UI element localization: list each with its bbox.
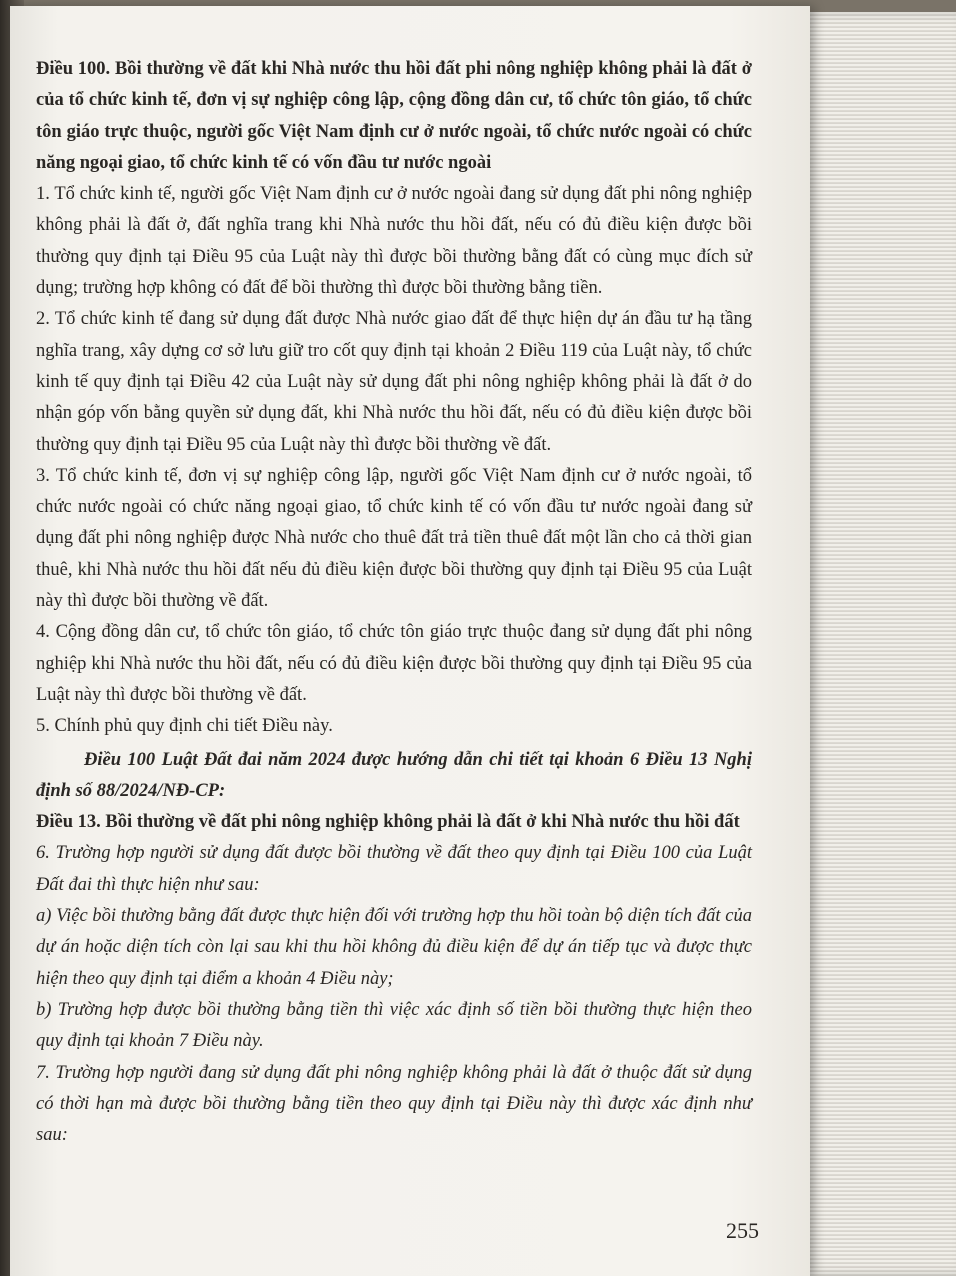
clause-3: 3. Tổ chức kinh tế, đơn vị sự nghiệp công lập, người gốc Việt Nam định cư ở nước ngoài, tổ chức nước ngoài có chức năng ngoại giao, tổ chức kinh tế có vốn đầu tư nước ngoài đang sử dụng đất phi nông nghiệp được Nhà nước cho thuê đất trả tiền thuê đất một lần cho cả thời gian thuê, khi Nhà nước thu hồi đất nếu đủ điều kiện được bồi thường quy định tại Điều 95 của Luật này thì được bồi thường về đất.	[36, 465, 752, 612]
book-page	[10, 6, 810, 1276]
page-text	[36, 54, 752, 1151]
decree-article-title: Điều 13. Bồi thường về đất phi nông nghiệp không phải là đất ở khi Nhà nước thu hồi đất	[36, 812, 740, 833]
decree-point-b: b) Trường hợp được bồi thường bằng tiền thì việc xác định số tiền bồi thường thực hiện theo quy định tại khoản 7 Điều này.	[36, 999, 752, 1052]
decree-point-a: a) Việc bồi thường bằng đất được thực hiện đối với trường hợp thu hồi toàn bộ diện tích đất của dự án hoặc diện tích còn lại sau khi thu hồi không đủ điều kiện để dự án tiếp tục và được thực hiện theo quy định tại điểm a khoản 4 Điều này;	[36, 906, 752, 989]
clause-2: 2. Tổ chức kinh tế đang sử dụng đất được Nhà nước giao đất để thực hiện dự án đầu tư hạ tầng nghĩa trang, xây dựng cơ sở lưu giữ tro cốt quy định tại khoản 2 Điều 119 của Luật này, tổ chức kinh tế quy định tại Điều 42 của Luật này sử dụng đất phi nông nghiệp không phải là đất ở do nhận góp vốn bằng quyền sử dụng đất, khi Nhà nước thu hồi đất, nếu có đủ điều kiện được bồi thường quy định tại Điều 95 của Luật này thì được bồi thường về đất.	[36, 309, 752, 455]
clause-1: 1. Tổ chức kinh tế, người gốc Việt Nam định cư ở nước ngoài đang sử dụng đất phi nông nghiệp không phải là đất ở, đất nghĩa trang khi Nhà nước thu hồi đất, nếu có đủ điều kiện được bồi thường quy định tại Điều 95 của Luật này thì được bồi thường bằng đất có cùng mục đích sử dụng; trường hợp không có đất để bồi thường thì được bồi thường bằng tiền.	[36, 184, 752, 299]
clause-5: 5. Chính phủ quy định chi tiết Điều này.	[36, 716, 333, 737]
article-title: Điều 100. Bồi thường về đất khi Nhà nước thu hồi đất phi nông nghiệp không phải là đất ở của tổ chức kinh tế, đơn vị sự nghiệp công lập, cộng đồng dân cư, tổ chức tôn giáo, tổ chức tôn giáo trực thuộc, người gốc Việt Nam định cư ở nước ngoài, tổ chức nước ngoài có chức năng ngoại giao, tổ chức kinh tế có vốn đầu tư nước ngoài	[36, 59, 752, 173]
guidance-note: Điều 100 Luật Đất đai năm 2024 được hướng dẫn chi tiết tại khoản 6 Điều 13 Nghị định số 88/2024/NĐ-CP:	[36, 749, 752, 801]
clause-4: 4. Cộng đồng dân cư, tổ chức tôn giáo, tổ chức tôn giáo trực thuộc đang sử dụng đất phi nông nghiệp khi Nhà nước thu hồi đất, nếu có đủ điều kiện được bồi thường quy định tại Điều 95 của Luật này thì được bồi thường về đất.	[36, 622, 752, 705]
decree-clause-6: 6. Trường hợp người sử dụng đất được bồi thường về đất theo quy định tại Điều 100 của Luật Đất đai thì thực hiện như sau:	[36, 843, 752, 895]
decree-clause-7: 7. Trường hợp người đang sử dụng đất phi nông nghiệp không phải là đất ở thuộc đất sử dụng có thời hạn mà được bồi thường bằng tiền theo quy định tại Điều này thì được xác định như sau:	[36, 1062, 752, 1146]
page-stack-edges	[800, 12, 956, 1276]
page-number: 255	[726, 1218, 759, 1243]
